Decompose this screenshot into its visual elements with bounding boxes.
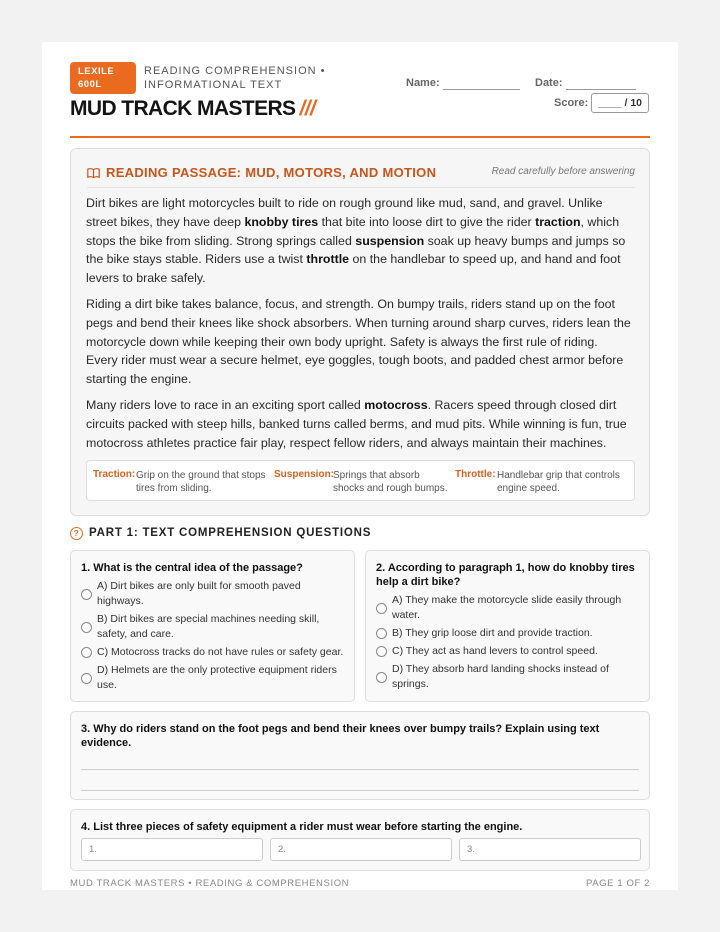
question-3-text: 3. Why do riders stand on the foot pegs and bend their knees over bumpy trails? Explain using text evidence. bbox=[81, 723, 600, 749]
lexile-badge bbox=[70, 62, 136, 94]
passage-text: , which stops the bike from sliding. Strong springs called bbox=[86, 214, 620, 248]
passage-text: Riding a dirt bike takes balance, focus, and strength. On bumpy trails, riders stand up on the foot pegs and bend their knees like shock absorbers. When turning around sharp curves, riders lean the motorcycle down while keeping their own body upright. Safety is always the first rule of riding. Every rider must wear a secure helmet, eye goggles, tough boots, and padded chest armor before starting the engine. bbox=[86, 296, 631, 387]
key-term: traction bbox=[535, 214, 581, 229]
passage-heading bbox=[87, 165, 436, 180]
key-term: motocross bbox=[364, 397, 428, 412]
question-icon: ? bbox=[70, 527, 83, 540]
passage-body bbox=[86, 194, 632, 459]
answer-line[interactable] bbox=[81, 790, 639, 791]
subhead-line-2: INFORMATIONAL TEXT bbox=[144, 79, 283, 91]
glossary-term-suspension: Suspension: bbox=[274, 469, 335, 480]
glossary-def-line: Springs that absorb bbox=[333, 470, 420, 481]
date-field[interactable] bbox=[566, 89, 636, 90]
passage-divider bbox=[87, 187, 635, 188]
option-label: A) They make the motorcycle slide easily through water. bbox=[392, 594, 622, 621]
passage-text: soak up heavy bumps and jumps so the bike stays stable. Riders use a twist bbox=[86, 233, 626, 267]
glossary-term-traction: Traction: bbox=[93, 469, 136, 480]
glossary-def-line: Grip on the ground that stops bbox=[136, 470, 266, 481]
q1-option-b[interactable] bbox=[81, 612, 346, 641]
score-box: ____ / 10 bbox=[591, 93, 649, 113]
answer-line[interactable] bbox=[81, 769, 639, 770]
radio-button[interactable] bbox=[376, 672, 387, 683]
question-4-text: 4. List three pieces of safety equipment a rider must wear before starting the engine. bbox=[81, 821, 523, 833]
glossary-def-traction bbox=[136, 469, 266, 495]
page-number: PAGE 1 OF 2 bbox=[586, 878, 650, 889]
q2-option-a[interactable] bbox=[376, 593, 641, 622]
passage-text: that bite into loose dirt to give the rider bbox=[318, 214, 536, 229]
glossary-def-line: engine speed. bbox=[497, 483, 560, 494]
option-label: B) Dirt bikes are special machines needing skill, safety, and care. bbox=[97, 613, 320, 640]
option-label: C) Motocross tracks do not have rules or safety gear. bbox=[97, 646, 344, 658]
radio-button[interactable] bbox=[81, 589, 92, 600]
safety-item-field-2[interactable]: 2. bbox=[270, 838, 452, 861]
radio-button[interactable] bbox=[81, 647, 92, 658]
name-field[interactable] bbox=[443, 89, 520, 90]
glossary-def-suspension bbox=[333, 469, 448, 495]
glossary-def-line: tires from sliding. bbox=[136, 483, 212, 494]
question-card-4 bbox=[70, 809, 650, 871]
title-text: MUD TRACK MASTERS bbox=[70, 97, 296, 120]
q1-option-a[interactable] bbox=[81, 579, 346, 608]
book-icon bbox=[87, 168, 100, 178]
worksheet-page bbox=[42, 42, 678, 890]
passage-text: . Racers speed through closed dirt circuits packed with steep hills, banked turns called berms, and mud pits. While winning is fun, true motocross athletes practice fair play, respect fellow riders, and always maintain their machines. bbox=[86, 397, 627, 450]
radio-button[interactable] bbox=[376, 646, 387, 657]
safety-item-field-1[interactable]: 1. bbox=[81, 838, 263, 861]
part1-heading-text: PART 1: TEXT COMPREHENSION QUESTIONS bbox=[89, 527, 372, 539]
worksheet-subhead bbox=[144, 64, 325, 92]
name-label: Name: bbox=[406, 77, 440, 89]
date-label: Date: bbox=[535, 77, 563, 89]
option-label: A) Dirt bikes are only built for smooth paved highways. bbox=[97, 580, 301, 607]
q1-option-d[interactable] bbox=[81, 663, 346, 692]
question-card-2 bbox=[365, 550, 650, 702]
option-label: D) Helmets are the only protective equipment riders use. bbox=[97, 664, 337, 691]
header-divider bbox=[70, 136, 650, 138]
radio-button[interactable] bbox=[81, 622, 92, 633]
radio-button[interactable] bbox=[376, 628, 387, 639]
passage-text: Many riders love to race in an exciting sport called bbox=[86, 397, 365, 412]
badge-line-2: 600L bbox=[78, 79, 102, 90]
safety-item-field-3[interactable]: 3. bbox=[459, 838, 641, 861]
passage-paragraph-1 bbox=[86, 194, 632, 288]
passage-paragraph-3 bbox=[86, 396, 632, 452]
question-card-1 bbox=[70, 550, 355, 702]
radio-button[interactable] bbox=[376, 603, 387, 614]
option-label: D) They absorb hard landing shocks instead of springs. bbox=[392, 663, 609, 690]
glossary-def-line: shocks and rough bumps. bbox=[333, 483, 448, 494]
glossary-term-throttle: Throttle: bbox=[455, 469, 496, 480]
glossary-def-line: Handlebar grip that controls bbox=[497, 470, 620, 481]
key-term: throttle bbox=[306, 252, 350, 267]
title-mark: /// bbox=[299, 97, 316, 120]
option-label: B) They grip loose dirt and provide traction. bbox=[392, 627, 593, 639]
part1-heading bbox=[70, 527, 371, 540]
passage-note: Read carefully before answering bbox=[491, 166, 635, 177]
glossary-def-throttle bbox=[497, 469, 620, 495]
page-title bbox=[70, 97, 315, 121]
question-1-text: 1. What is the central idea of the passage? bbox=[81, 562, 303, 574]
q2-option-c[interactable] bbox=[376, 644, 641, 659]
score-label: Score: bbox=[554, 97, 589, 109]
passage-heading-text: READING PASSAGE: MUD, MOTORS, AND MOTION bbox=[106, 165, 437, 180]
option-label: C) They act as hand levers to control speed. bbox=[392, 645, 598, 657]
key-term: knobby tires bbox=[244, 214, 319, 229]
footer-left: MUD TRACK MASTERS • READING & COMPREHENSION bbox=[70, 878, 350, 889]
q2-option-b[interactable] bbox=[376, 626, 641, 641]
passage-paragraph-2 bbox=[86, 295, 632, 389]
question-2-text: 2. According to paragraph 1, how do knobby tires help a dirt bike? bbox=[376, 562, 635, 588]
subhead-line-1: READING COMPREHENSION • bbox=[144, 65, 326, 77]
q2-option-d[interactable] bbox=[376, 662, 641, 691]
key-term: suspension bbox=[355, 233, 425, 248]
passage-text: on the handlebar to speed up, and hand and foot levers to brake safely. bbox=[86, 252, 621, 286]
glossary-box bbox=[86, 460, 635, 501]
passage-text: Dirt bikes are light motorcycles built to ride on rough ground like mud, sand, and gravel. Unlike street bikes, they have deep bbox=[86, 196, 603, 229]
reading-passage bbox=[70, 148, 650, 516]
q1-option-c[interactable] bbox=[81, 645, 346, 660]
radio-button[interactable] bbox=[81, 673, 92, 684]
question-card-3 bbox=[70, 711, 650, 800]
badge-line-1: LEXILE bbox=[78, 66, 115, 77]
